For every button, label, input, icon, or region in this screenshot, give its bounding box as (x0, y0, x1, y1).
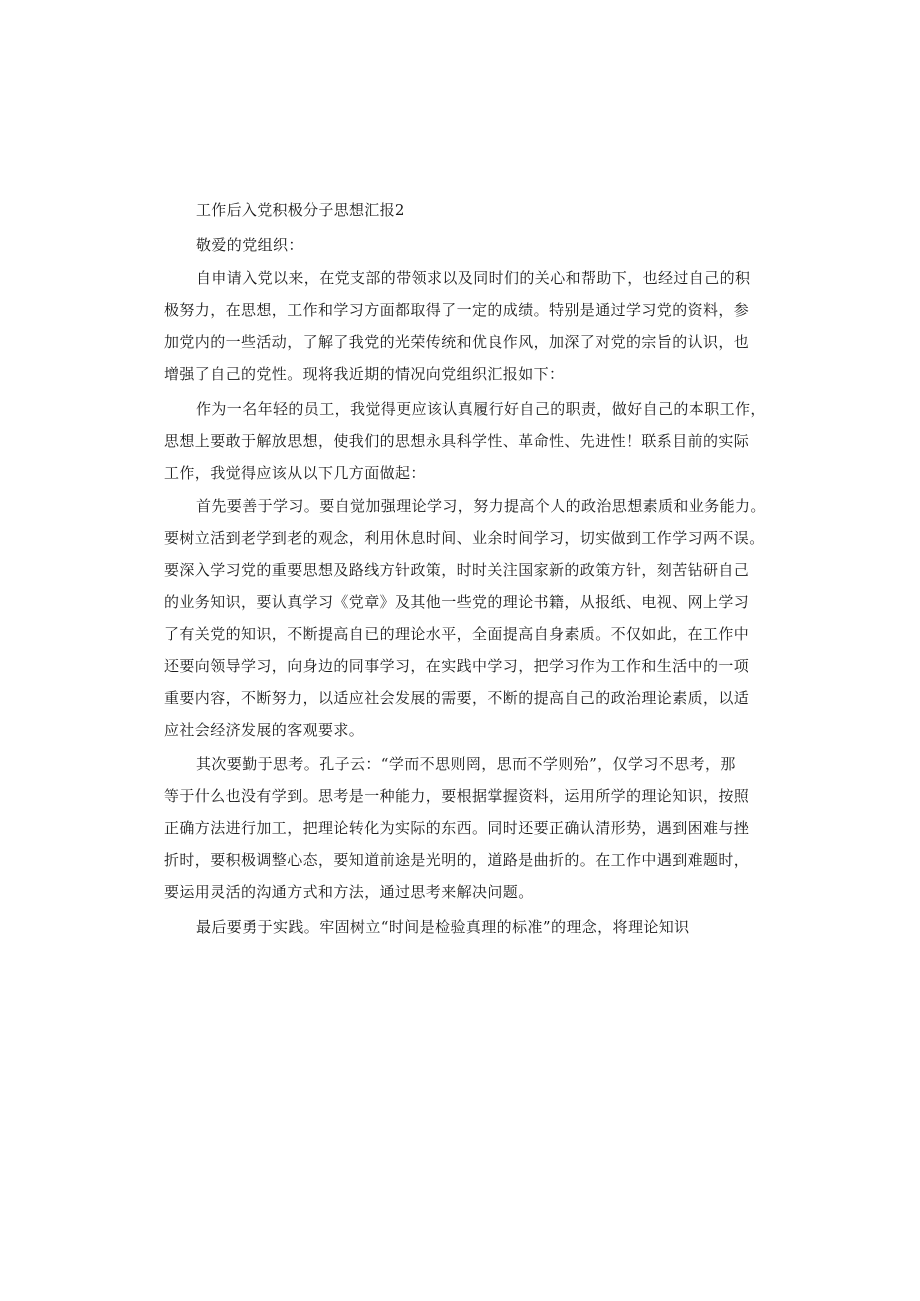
body-line: 重要内容，不断努力，以适应社会发展的需要，不断的提高自己的政治理论素质，以适 (164, 689, 750, 707)
body-line: 折时，要积极调整心态，要知道前途是光明的，道路是曲折的。在工作中遇到难题时， (164, 851, 750, 869)
body-line: 要运用灵活的沟通方式和方法，通过思考来解决问题。 (164, 883, 534, 901)
body-line: 思想上要敢于解放思想，使我们的思想永具科学性、革命性、先进性！联系目前的实际 (164, 432, 750, 450)
body-line: 工作，我觉得应该从以下几方面做起： (164, 464, 426, 482)
body-line: 作为一名年轻的员工，我觉得更应该认真履行好自己的职责，做好自己的本职工作， (196, 400, 766, 418)
body-line: 自申请入党以来，在党支部的带领求以及同时们的关心和帮助下，也经过自己的积 (196, 269, 751, 287)
body-line: 极努力，在思想，工作和学习方面都取得了一定的成绩。特别是通过学习党的资料，参 (164, 301, 750, 319)
body-line: 首先要善于学习。要自觉加强理论学习，努力提高个人的政治思想素质和业务能力。 (196, 497, 766, 515)
body-line: 应社会经济发展的客观要求。 (164, 721, 365, 739)
salutation: 敬爱的党组织： (196, 236, 304, 254)
body-line: 了有关党的知识，不断提高自已的理论水平，全面提高自身素质。不仅如此，在工作中 (164, 625, 750, 643)
body-line: 增强了自己的党性。现将我近期的情况向党组织汇报如下： (164, 365, 565, 383)
body-line: 正确方法进行加工，把理论转化为实际的东西。同时还要正确认清形势，遇到困难与挫 (164, 819, 750, 837)
body-line: 的业务知识，要认真学习《党章》及其他一些党的理论书籍，从报纸、电视、网上学习 (164, 593, 750, 611)
body-line: 要深入学习党的重要思想及路线方针政策，时时关注国家新的政策方针，刻苦钻研自己 (164, 561, 750, 579)
body-line: 其次要勤于思考。孔子云：“学而不思则罔，思而不学则殆”，仅学习不思考，那 (196, 755, 736, 773)
body-line: 加党内的一些活动，了解了我党的光荣传统和优良作风，加深了对党的宗旨的认识，也 (164, 333, 750, 351)
body-line: 还要向领导学习，向身边的同事学习，在实践中学习，把学习作为工作和生活中的一项 (164, 657, 750, 675)
body-line: 要树立活到老学到老的观念，利用休息时间、业余时间学习，切实做到工作学习两不误。 (164, 529, 765, 547)
body-line: 等于什么也没有学到。思考是一种能力，要根据掌握资料，运用所学的理论知识，按照 (164, 787, 750, 805)
body-line: 最后要勇于实践。牢固树立“时间是检验真理的标准”的理念，将理论知识 (196, 918, 690, 936)
document-title: 工作后入党积极分子思想汇报2 (196, 201, 405, 219)
